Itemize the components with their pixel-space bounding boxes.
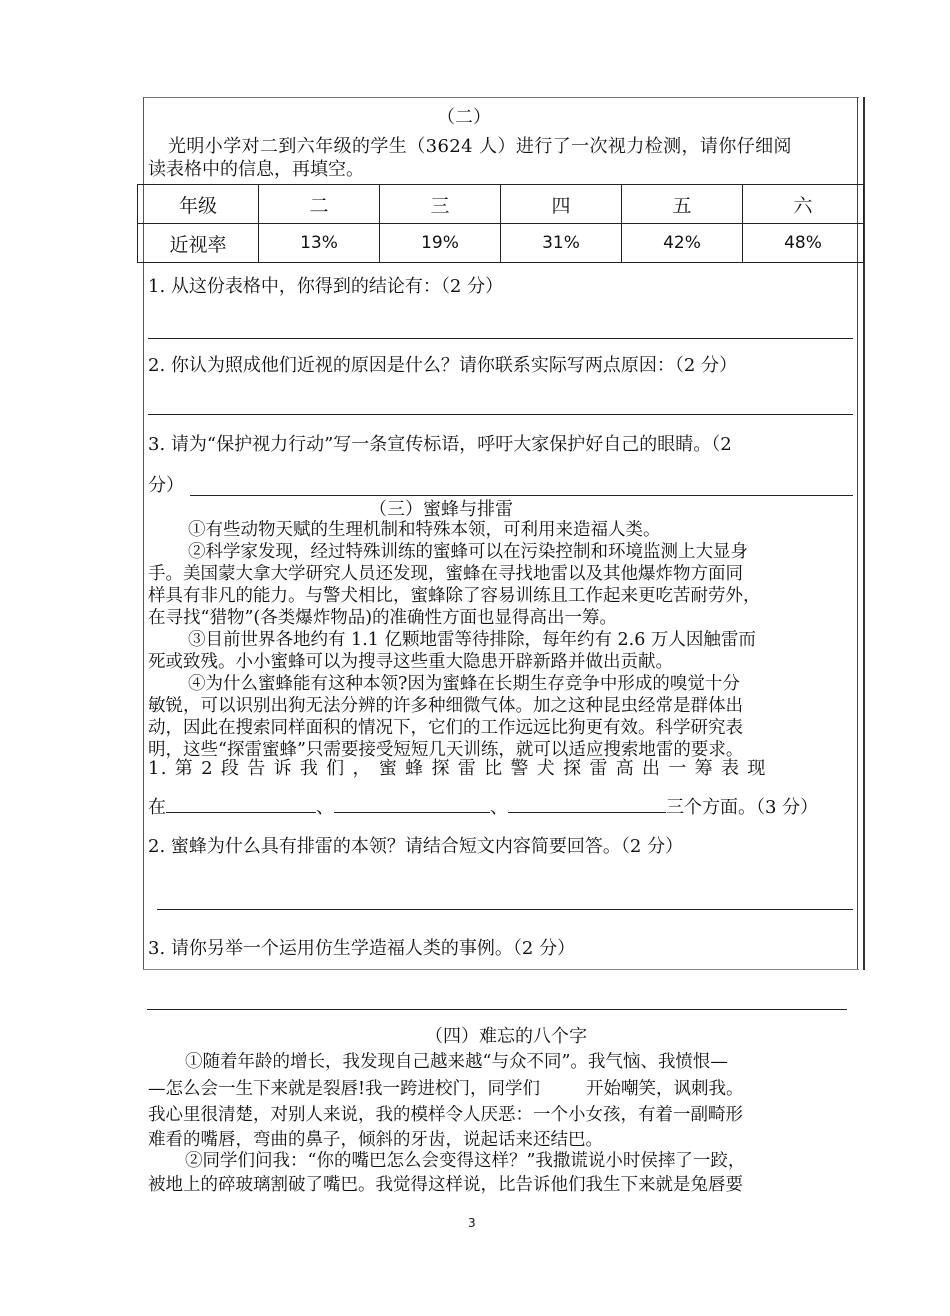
- table-header-cell: 年级: [138, 185, 259, 224]
- section4-paragraph-1-line3: 我心里很清楚，对别人来说，我的模样令人厌恶：一个小女孩，有着一副畸形: [148, 1105, 743, 1125]
- table-cell: 19%: [380, 224, 501, 263]
- section3-paragraph-2-line3: 样具有非凡的能力。与警犬相比，蜜蜂除了容易训练且工作起来更吃苦耐劳外，: [148, 586, 761, 606]
- section3-paragraph-4-line3: 动，因此在搜索同样面积的情况下，它们的工作远远比狗更有效。科学研究表: [148, 718, 743, 738]
- q1-prefix: 在: [148, 797, 166, 818]
- answer-line-s3-q2[interactable]: [157, 909, 853, 910]
- table-cell: 42%: [622, 224, 743, 263]
- table-header-cell: 二: [259, 185, 380, 224]
- vision-table: [137, 184, 864, 263]
- section4-paragraph-1-line2: [148, 1078, 744, 1100]
- table-header-cell: 三: [380, 185, 501, 224]
- section4-paragraph-1-line4: 难看的嘴唇，弯曲的鼻子，倾斜的牙齿，说起话来还结巴。: [148, 1130, 603, 1150]
- section3-question-1-line2: [148, 792, 818, 820]
- blank-field-3[interactable]: [508, 792, 666, 813]
- page-number: 3: [468, 1216, 476, 1230]
- section2-question-2: 2. 你认为照成他们近视的原因是什么？请你联系实际写两点原因：（2 分）: [148, 355, 738, 376]
- answer-line-s3-q3[interactable]: [147, 1009, 847, 1010]
- table-header-cell: 六: [743, 185, 864, 224]
- table-header-cell: 五: [622, 185, 743, 224]
- section3-paragraph-2-line1: ②科学家发现，经过特殊训练的蜜蜂可以在污染控制和环境监测上大显身: [188, 542, 748, 562]
- section4-paragraph-2-line2: 被地上的碎玻璃割破了嘴巴。我觉得这样说，比告诉他们我生下来就是兔唇要: [148, 1175, 743, 1195]
- section4-paragraph-1-line1: ①随着年龄的增长，我发现自己越来越“与众不同”。我气恼、我愤恨—: [185, 1052, 728, 1072]
- section4-title: （四）难忘的八个字: [425, 1026, 587, 1047]
- table-cell: 48%: [743, 224, 864, 263]
- q1-separator: 、: [490, 797, 508, 818]
- q1-separator: 、: [316, 797, 334, 818]
- section2-title: （二）: [437, 107, 491, 128]
- section3-question-2: 2. 蜜蜂为什么具有排雷的本领？请结合短文内容简要回答。（2 分）: [148, 836, 684, 857]
- table-row-header: [138, 185, 864, 224]
- section3-paragraph-4-line4: 明，这些“探雷蜜蜂”只需要接受短短几天训练，就可以适应搜索地雷的要求。: [148, 740, 744, 760]
- answer-line-q3[interactable]: [190, 495, 853, 496]
- table-cell: 13%: [259, 224, 380, 263]
- paragraph-text: 开始嘲笑，讽刺我。: [586, 1079, 744, 1099]
- table-header-cell: 四: [501, 185, 622, 224]
- section2-intro-line2: 读表格中的信息，再填空。: [148, 159, 364, 180]
- answer-line-q2[interactable]: [148, 414, 853, 415]
- section2-question-3-line1: 3. 请为“保护视力行动”写一条宣传标语，呼吁大家保护好自己的眼睛。（2: [148, 434, 732, 455]
- section3-paragraph-3-line1: ③目前世界各地约有 1.1 亿颗地雷等待排除，每年约有 2.6 万人因触雷而: [188, 630, 756, 650]
- worksheet-frame-top: [143, 97, 859, 98]
- table-row: [138, 224, 864, 263]
- section3-paragraph-1: ①有些动物天赋的生理机制和特殊本领，可利用来造福人类。: [188, 520, 661, 540]
- blank-field-2[interactable]: [334, 792, 490, 813]
- worksheet-frame-bottom: [143, 969, 859, 970]
- section3-title: （三）蜜蜂与排雷: [369, 499, 513, 520]
- section2-intro-line1: 光明小学对二到六年级的学生（3624 人）进行了一次视力检测，请你仔细阅: [168, 136, 792, 157]
- section3-question-1-line1: 1. 第 2 段 告 诉 我 们 ， 蜜 蜂 探 雷 比 警 犬 探 雷 高 出 一 筹 表 现: [148, 758, 767, 779]
- section3-paragraph-4-line1: ④为什么蜜蜂能有这种本领?因为蜜蜂在长期生存竞争中形成的嗅觉十分: [188, 674, 740, 694]
- paragraph-text: —怎么会一生下来就是裂唇!我一跨进校门，同学们: [148, 1079, 541, 1099]
- answer-line-q1[interactable]: [148, 338, 853, 339]
- table-row-label: 近视率: [138, 224, 259, 263]
- table-cell: 31%: [501, 224, 622, 263]
- section3-paragraph-4-line2: 敏锐，可以识别出狗无法分辨的许多种细微气体。加之这种昆虫经常是群体出: [148, 696, 743, 716]
- section3-paragraph-2-line2: 手。美国蒙大拿大学研究人员还发现，蜜蜂在寻找地雷以及其他爆炸物方面同: [148, 564, 743, 584]
- blank-field-1[interactable]: [166, 792, 316, 813]
- section2-question-1: 1. 从这份表格中，你得到的结论有：（2 分）: [148, 276, 504, 297]
- q1-suffix: 三个方面。（3 分）: [666, 797, 819, 818]
- section2-question-3-line2: 分）: [148, 475, 184, 496]
- section3-question-3: 3. 请你另举一个运用仿生学造福人类的事例。（2 分）: [148, 938, 576, 959]
- section4-paragraph-2-line1: ②同学们问我：“你的嘴巴怎么会变得这样？”我撒谎说小时侯摔了一跤，: [185, 1151, 746, 1171]
- section3-paragraph-3-line2: 死或致残。小小蜜蜂可以为搜寻这些重大隐患开辟新路并做出贡献。: [148, 652, 673, 672]
- section3-paragraph-2-line4: 在寻找“猎物”(各类爆炸物品)的准确性方面也显得高出一筹。: [148, 608, 618, 628]
